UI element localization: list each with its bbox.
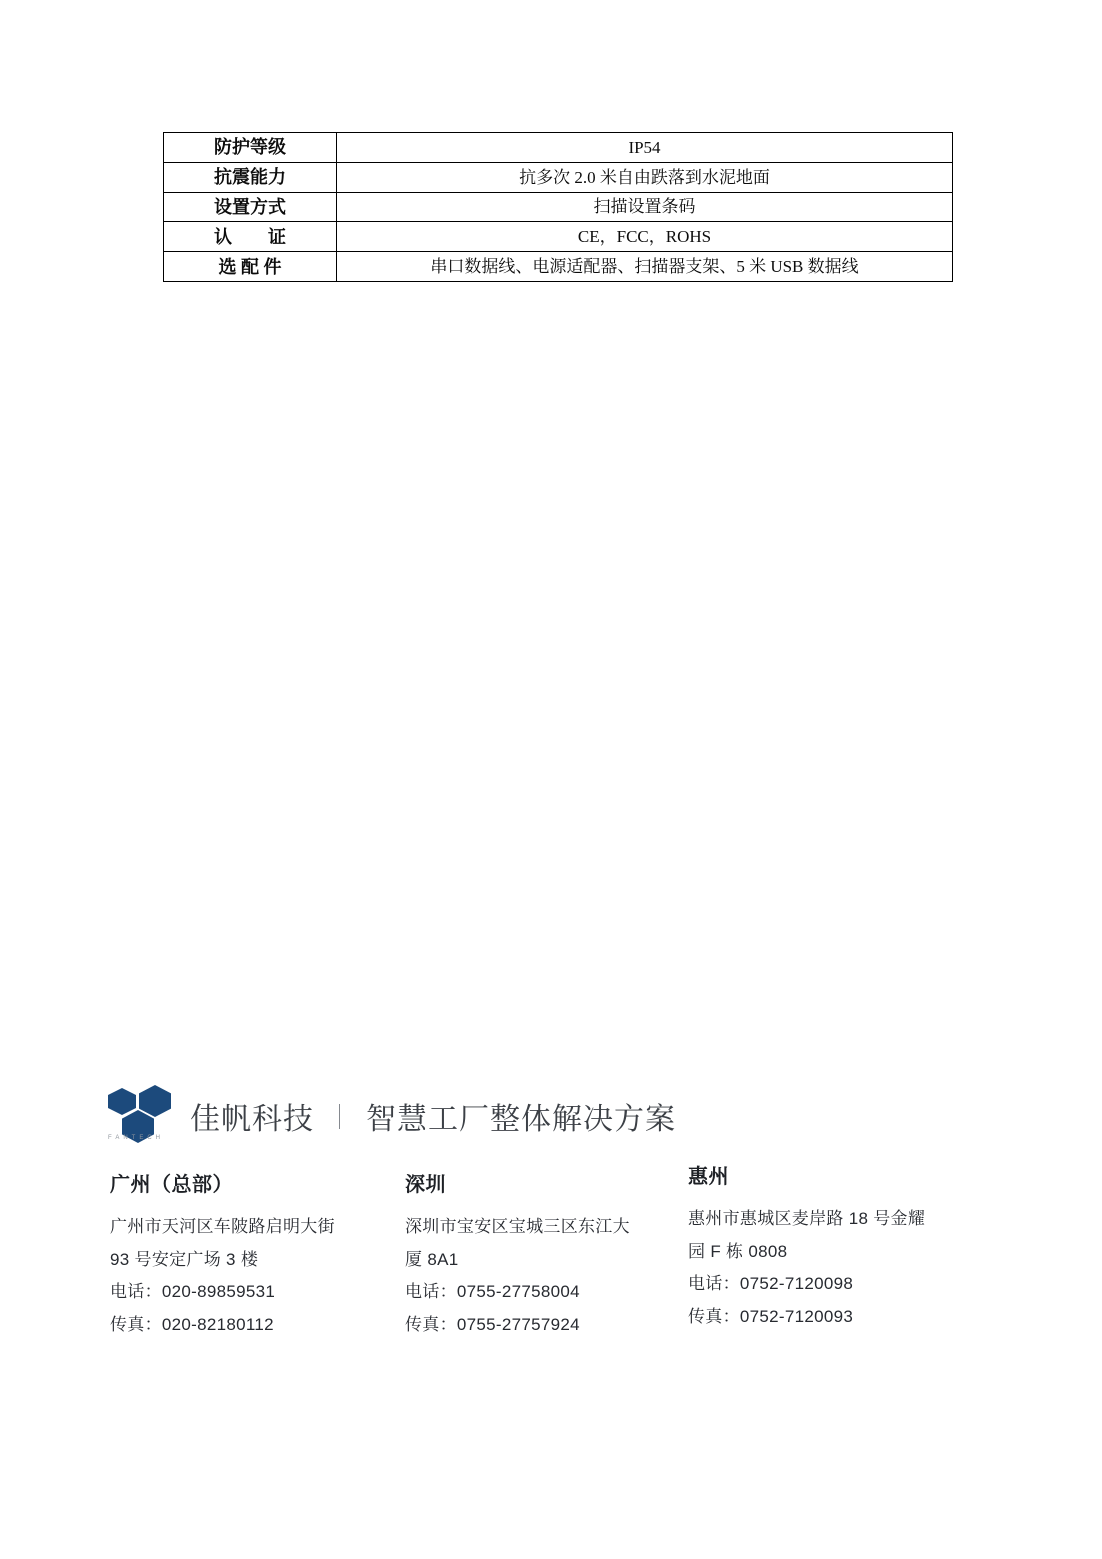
office-column-guangzhou xyxy=(110,1168,410,1341)
office-address-line: 厦 8A1 xyxy=(405,1249,459,1269)
office-phone: 电话：020-89859531 xyxy=(110,1282,276,1301)
office-city: 广州（总部） xyxy=(110,1174,233,1196)
spec-row xyxy=(164,222,953,252)
spec-value-cell: 扫描设置条码 xyxy=(337,192,953,222)
logo-hexagon-icon xyxy=(139,1085,171,1117)
office-phone: 电话：0755-27758004 xyxy=(405,1282,580,1301)
spec-value-cell: 串口数据线、电源适配器、扫描器支架、5 米 USB 数据线 xyxy=(337,252,953,282)
spec-value-cell: 抗多次 2.0 米自由跌落到水泥地面 xyxy=(337,162,953,192)
brand-row xyxy=(190,1094,676,1138)
spec-label-cell: 认 证 xyxy=(164,222,337,252)
office-address-line: 惠州市惠城区麦岸路 18 号金耀 xyxy=(688,1209,926,1228)
logo-hexagon-icon xyxy=(108,1088,136,1115)
spec-row xyxy=(164,133,953,163)
logo-subtext: FANTECH xyxy=(108,1135,165,1141)
spec-value-cell: CE，FCC，ROHS xyxy=(337,222,953,252)
brand-separator: ｜ xyxy=(327,1104,354,1132)
spec-row xyxy=(164,252,953,282)
spec-value-cell: IP54 xyxy=(337,133,953,163)
office-fax: 传真：0752-7120093 xyxy=(688,1306,854,1326)
spec-row xyxy=(164,162,953,192)
office-address-line: 深圳市宝安区宝城三区东江大 xyxy=(405,1217,630,1236)
brand-name: 佳帆科技 xyxy=(190,1103,314,1136)
spec-table xyxy=(163,132,953,282)
spec-label-cell: 防护等级 xyxy=(164,133,337,163)
office-fax: 传真：020-82180112 xyxy=(110,1314,274,1334)
spec-label-cell: 抗震能力 xyxy=(164,162,337,192)
office-fax: 传真：0755-27757924 xyxy=(405,1314,580,1334)
spec-label-cell: 设置方式 xyxy=(164,192,337,222)
brand-tagline: 智慧工厂整体解决方案 xyxy=(366,1103,677,1136)
office-address-line: 广州市天河区车陂路启明大街 xyxy=(110,1217,335,1236)
office-address-line: 93 号安定广场 3 楼 xyxy=(110,1249,259,1269)
company-logo xyxy=(107,1085,197,1147)
office-column-huizhou xyxy=(688,1160,988,1333)
spec-label-cell: 选 配 件 xyxy=(164,252,337,282)
office-city: 惠州 xyxy=(688,1166,729,1188)
office-column-shenzhen xyxy=(405,1168,705,1341)
spec-row xyxy=(164,192,953,222)
office-address-line: 园 F 栋 0808 xyxy=(688,1241,788,1261)
office-city: 深圳 xyxy=(405,1174,446,1196)
office-phone: 电话：0752-7120098 xyxy=(688,1274,854,1293)
